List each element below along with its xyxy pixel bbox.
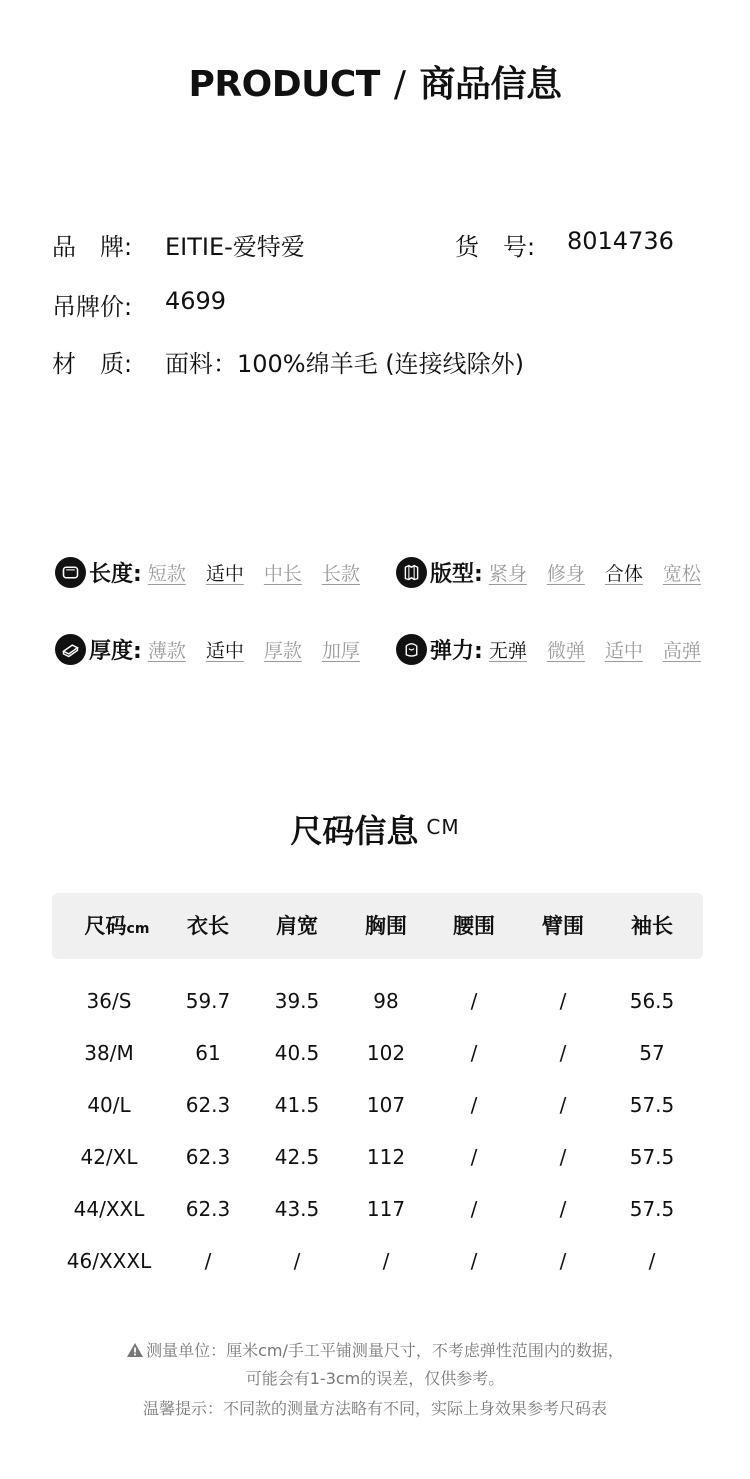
- attr-label-elasticity: 弹力:: [430, 638, 483, 664]
- attr-option-selected: 适中: [205, 562, 244, 585]
- table-cell: /: [559, 1093, 567, 1117]
- size-title-unit: CM: [426, 815, 460, 839]
- attr-option: 高弹: [662, 639, 701, 662]
- table-cell: /: [470, 1249, 478, 1273]
- attr-length: [55, 555, 360, 589]
- table-cell: /: [470, 1041, 478, 1065]
- table-cell: 39.5: [274, 989, 320, 1013]
- table-cell: 57: [639, 1041, 665, 1065]
- page-title: [0, 56, 750, 107]
- title-cn: 商品信息: [419, 64, 562, 105]
- table-cell: /: [559, 1145, 567, 1169]
- table-cell: 62.3: [185, 1197, 231, 1221]
- table-cell: 40.5: [274, 1041, 320, 1065]
- table-header-arm: 臂围: [542, 914, 584, 938]
- material-label: 材 质:: [52, 350, 133, 378]
- warning-icon: [126, 1342, 144, 1358]
- attr-option: 中长: [263, 562, 302, 585]
- table-row-size: 40/L: [87, 1093, 131, 1117]
- table-cell: 57.5: [629, 1145, 675, 1169]
- table-header-chest: 胸围: [365, 914, 407, 938]
- attr-elasticity: [396, 632, 701, 666]
- table-header-size: 尺码cm: [84, 914, 150, 938]
- table-cell: 62.3: [185, 1093, 231, 1117]
- attr-option: 适中: [604, 639, 643, 662]
- table-cell: 62.3: [185, 1145, 231, 1169]
- brand-value: EITIE-爱特爱: [165, 233, 305, 261]
- table-cell: /: [382, 1249, 390, 1273]
- note-line-2: 可能会有1-3cm的误差，仅供参考。: [245, 1369, 505, 1388]
- elasticity-icon: [396, 634, 427, 665]
- table-cell: /: [559, 1197, 567, 1221]
- attr-option: 短款: [147, 562, 186, 585]
- table-row-size: 44/XXL: [73, 1197, 145, 1221]
- title-en: PRODUCT: [188, 64, 380, 105]
- attr-label-length: 长度:: [89, 561, 142, 587]
- table-row-size: 36/S: [86, 989, 132, 1013]
- table-cell: /: [470, 1145, 478, 1169]
- attr-option: 厚款: [263, 639, 302, 662]
- table-cell: 112: [366, 1145, 406, 1169]
- table-header-waist: 腰围: [453, 914, 495, 938]
- attr-option-selected: 无弹: [488, 639, 527, 662]
- table-cell: 98: [373, 989, 399, 1013]
- table-cell: /: [204, 1249, 212, 1273]
- table-row-size: 38/M: [84, 1041, 134, 1065]
- table-row-size: 42/XL: [80, 1145, 138, 1169]
- price-label: 吊牌价:: [52, 293, 133, 321]
- table-cell: 117: [366, 1197, 406, 1221]
- length-icon: [55, 557, 86, 588]
- attr-option-selected: 适中: [205, 639, 244, 662]
- table-cell: /: [293, 1249, 301, 1273]
- attr-fit: [396, 555, 701, 589]
- attr-option: 微弹: [546, 639, 585, 662]
- table-cell: 42.5: [274, 1145, 320, 1169]
- title-separator: /: [393, 64, 406, 105]
- table-cell: 56.5: [629, 989, 675, 1013]
- table-cell: /: [470, 1197, 478, 1221]
- table-cell: 41.5: [274, 1093, 320, 1117]
- attr-label-fit: 版型:: [430, 561, 483, 587]
- price-value: 4699: [165, 287, 227, 315]
- table-cell: /: [470, 989, 478, 1013]
- table-cell: 61: [195, 1041, 221, 1065]
- material-value: 面料：100%绵羊毛 (连接线除外): [165, 350, 524, 378]
- table-header-length: 衣长: [187, 914, 229, 938]
- table-cell: 59.7: [185, 989, 231, 1013]
- attr-option: 薄款: [147, 639, 186, 662]
- note-line-1: 测量单位：厘米cm/手工平铺测量尺寸，不考虑弹性范围内的数据，: [0, 1338, 750, 1361]
- table-header-sleeve: 袖长: [631, 914, 673, 938]
- table-cell: 57.5: [629, 1093, 675, 1117]
- size-section-title: [0, 806, 750, 852]
- attr-option: 长款: [321, 562, 360, 585]
- table-cell: /: [559, 1041, 567, 1065]
- table-cell: 57.5: [629, 1197, 675, 1221]
- table-header-shoulder: 肩宽: [276, 914, 318, 938]
- sku-label: 货 号:: [455, 233, 536, 261]
- thickness-icon: [55, 634, 86, 665]
- table-cell: /: [559, 989, 567, 1013]
- attr-option-selected: 合体: [604, 562, 643, 585]
- attr-option: 修身: [546, 562, 585, 585]
- table-cell: /: [470, 1093, 478, 1117]
- attr-option: 紧身: [488, 562, 527, 585]
- attr-label-thickness: 厚度:: [89, 638, 142, 664]
- table-cell: /: [648, 1249, 656, 1273]
- table-cell: 102: [366, 1041, 406, 1065]
- attr-thickness: [55, 632, 360, 666]
- sku-value: 8014736: [567, 227, 674, 255]
- attr-option: 宽松: [662, 562, 701, 585]
- attr-option: 加厚: [321, 639, 360, 662]
- table-cell: /: [559, 1249, 567, 1273]
- table-cell: 107: [366, 1093, 406, 1117]
- brand-label: 品 牌:: [52, 233, 133, 261]
- table-row-size: 46/XXXL: [66, 1249, 152, 1273]
- table-cell: 43.5: [274, 1197, 320, 1221]
- size-title-text: 尺码信息: [290, 812, 419, 850]
- note-line-3: 温馨提示：不同款的测量方法略有不同，实际上身效果参考尺码表: [142, 1399, 607, 1418]
- fit-icon: [396, 557, 427, 588]
